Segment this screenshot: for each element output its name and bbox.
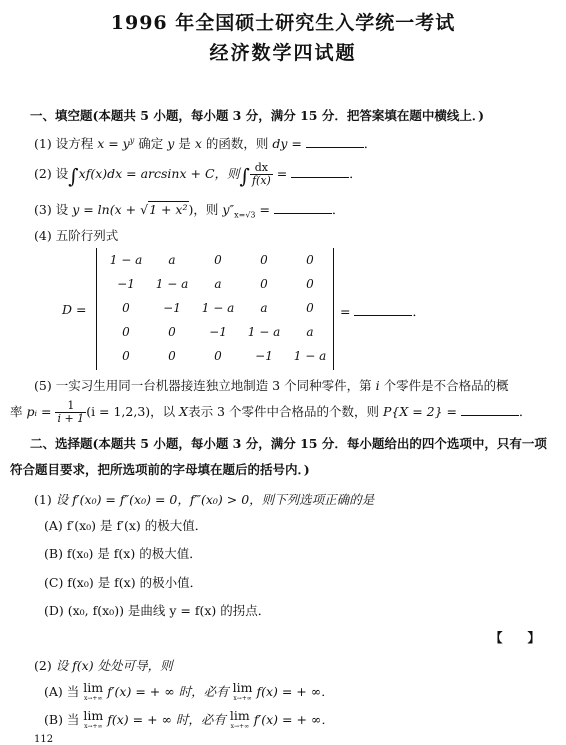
c2a-lim1: lim (83, 680, 104, 695)
c1-option-d[interactable]: (D) (x₀, f(x₀)) 是曲线 y = f(x) 的拐点． (44, 603, 271, 618)
c2-option-b[interactable] (44, 710, 334, 732)
q3-expr-b: )，则 (188, 202, 219, 217)
c2b-lim2: lim (229, 708, 250, 723)
integral-sign: ∫ (68, 164, 79, 188)
page-number: 112 (34, 734, 54, 745)
det-row (103, 296, 333, 320)
det-cell: 0 (214, 253, 222, 267)
q5-pi: pᵢ = (26, 404, 52, 419)
q3-eq: = (259, 202, 270, 217)
c2b-lim1-sub: x→+∞ (84, 723, 103, 730)
q5-number: (5) (34, 378, 52, 393)
choice-2-stem (34, 656, 173, 674)
det-cell: −1 (209, 325, 227, 339)
det-cell: 0 (122, 301, 130, 315)
det-row (103, 272, 333, 296)
q2-integrand: xf(x)dx = arcsinx + C，则 (78, 166, 240, 181)
det-row (103, 320, 333, 344)
question-4 (34, 226, 118, 244)
q5-frac-den: i + 1 (57, 412, 85, 425)
det-cell: 0 (168, 349, 176, 363)
det-cell: 0 (168, 325, 176, 339)
q2-eq: = (276, 166, 288, 181)
q1-dy: dy = (272, 136, 302, 151)
det-cell: a (214, 277, 222, 291)
q2-answer-blank[interactable] (291, 167, 349, 178)
q1-number: (1) (34, 136, 52, 151)
det-cell: 0 (306, 277, 314, 291)
c1-option-c[interactable]: (C) f(x₀) 是 f(x) 的极小值． (44, 575, 203, 590)
choice-1-stem (34, 490, 374, 508)
exam-title: 1996 年全国硕士研究生入学统一考试 (110, 12, 456, 34)
det-cell: 1 − a (201, 301, 235, 315)
c2a-lim2-expr: f(x) = + ∞． (256, 684, 334, 699)
q2-number: (2) (34, 166, 52, 181)
integral-sign-2: ∫ (239, 164, 250, 188)
det-cell: 0 (260, 253, 268, 267)
q3-cond: x=√3 (234, 210, 256, 220)
det-cell: 0 (214, 349, 222, 363)
c2b-lim2-sub: x→+∞ (230, 723, 250, 730)
c2b-prefix: (B) 当 (44, 712, 80, 727)
c2a-lim2-sub: x→+∞ (233, 695, 252, 702)
question-2: (2) 设∫xf(x)dx = arcsinx + C，则∫ $\frac{dx}{f(x)}$ = ． (34, 161, 362, 188)
q2-text-a: 设 (55, 166, 69, 181)
q5-answer-blank[interactable] (461, 405, 519, 416)
det-cell: 0 (260, 277, 268, 291)
det-cell: 0 (306, 301, 314, 315)
q2-frac-den: f(x) (251, 174, 271, 187)
question-5-line1 (34, 376, 509, 394)
c1-number: (1) (34, 492, 52, 507)
det-cell: 0 (122, 325, 130, 339)
q1-text-d: 的函数，则 (205, 136, 269, 151)
q3-expr-a: y = ln(x + (72, 202, 141, 217)
q1-text-b: 确定 (138, 136, 164, 151)
c2-number: (2) (34, 658, 52, 673)
det-cell: −1 (255, 349, 273, 363)
c2a-prefix: (A) 当 (44, 684, 80, 699)
det-cell: a (306, 325, 314, 339)
section-1-heading: 一、填空题(本题共 5 小题，每小题 3 分，满分 15 分．把答案填在题中横线上．) (30, 108, 484, 123)
q1-var2: x (194, 136, 202, 151)
c2a-lim1-sub: x→+∞ (83, 695, 103, 702)
q1-exponent: y (129, 135, 135, 145)
q5-line1b: 个零件是不合格品的概 (383, 378, 509, 393)
q4-eq: = (340, 304, 351, 319)
det-cell: 1 − a (293, 349, 327, 363)
q4-text: 五阶行列式 (55, 228, 119, 243)
determinant-matrix (96, 248, 334, 370)
det-cell: 0 (122, 349, 130, 363)
det-cell: −1 (117, 277, 135, 291)
q1-var: y (167, 136, 175, 151)
q3-ypp: y″ (222, 202, 235, 217)
c2b-lim1: lim (83, 708, 104, 723)
sqrt-icon: √ (140, 202, 149, 217)
q5-line1: 一实习生用同一台机器接连独立地制造 3 个同种零件，第 (55, 378, 372, 393)
q4-answer: = ． (340, 304, 425, 319)
det-cell: a (260, 301, 268, 315)
c1-answer-bracket[interactable]: 【 】 (490, 630, 541, 645)
q5-frac-num: 1 (55, 400, 86, 413)
exam-subtitle: 经济数学四试题 (209, 42, 357, 64)
det-cell: 1 − a (109, 253, 143, 267)
q1-equation: x = y (97, 136, 130, 151)
q5-prob: P{X = 2} = (382, 404, 457, 419)
c1-option-a[interactable]: (A) f′(x₀) 是 f′(x) 的极大值． (44, 518, 208, 533)
q2-frac-num: dx (250, 162, 273, 175)
question-3: (3) 设 y = ln(x + √1 + x²)，则 $y''_{x=√3}$ = ． (34, 202, 345, 220)
q1-text-c: 是 (178, 136, 191, 151)
det-cell: 1 − a (247, 325, 281, 339)
c1-option-b[interactable]: (B) f(x₀) 是 f(x) 的极大值． (44, 546, 202, 561)
q3-number: (3) (34, 202, 52, 217)
q5-X: X (179, 404, 189, 419)
q3-answer-blank[interactable] (274, 203, 332, 214)
section-2-heading-b: 符合题目要求，把所选项前的字母填在题后的括号内．) (10, 462, 310, 477)
c2b-lim2-expr: f′(x) = + ∞． (253, 712, 334, 727)
question-1: (1) 设方程 $x = y^y$ 确定 y 是 x 的函数，则 dy = ． (34, 135, 377, 151)
q4-D-label: D = (62, 302, 87, 317)
c1-stem: 设 f′(x₀) = f″(x₀) = 0，f‴(x₀) > 0，则下列选项正确的是 (55, 492, 375, 507)
c2-option-a[interactable] (44, 682, 334, 704)
q3-text-a: 设 (55, 202, 69, 217)
c2b-lim1-expr: f(x) = + ∞ 时，必有 (107, 712, 226, 727)
det-cell: 0 (306, 253, 314, 267)
q5-i: i (375, 378, 380, 393)
det-row (103, 344, 333, 368)
det-cell: a (168, 253, 176, 267)
c2-stem: 设 f(x) 处处可导，则 (55, 658, 173, 673)
q3-root: 1 + x² (149, 202, 188, 217)
q1-text-a: 设方程 (55, 136, 94, 151)
q1-answer-blank[interactable] (306, 137, 364, 148)
q5-line2b: (i = 1,2,3)，以 (86, 404, 176, 419)
q4-answer-blank[interactable] (354, 305, 412, 316)
q5-line2c: 表示 3 个零件中合格品的个数，则 (188, 404, 379, 419)
det-row (103, 248, 333, 272)
question-5-line2: 率 pᵢ = $\frac{1}{i + 1}$ (i = 1,2,3)，以 X表示 3 个零件中合格品的个数，则 P{X = 2} = ． (10, 399, 532, 425)
c2a-lim1-expr: f′(x) = + ∞ 时，必有 (107, 684, 229, 699)
q4-number: (4) (34, 228, 52, 243)
det-cell: 1 − a (155, 277, 189, 291)
q5-line2a: 率 (10, 404, 23, 419)
det-cell: −1 (163, 301, 181, 315)
section-2-heading-a: 二、选择题(本题共 5 小题，每小题 3 分，满分 15 分．每小题给出的四个选项中，只有一项 (30, 436, 547, 451)
c2a-lim2: lim (232, 680, 253, 695)
